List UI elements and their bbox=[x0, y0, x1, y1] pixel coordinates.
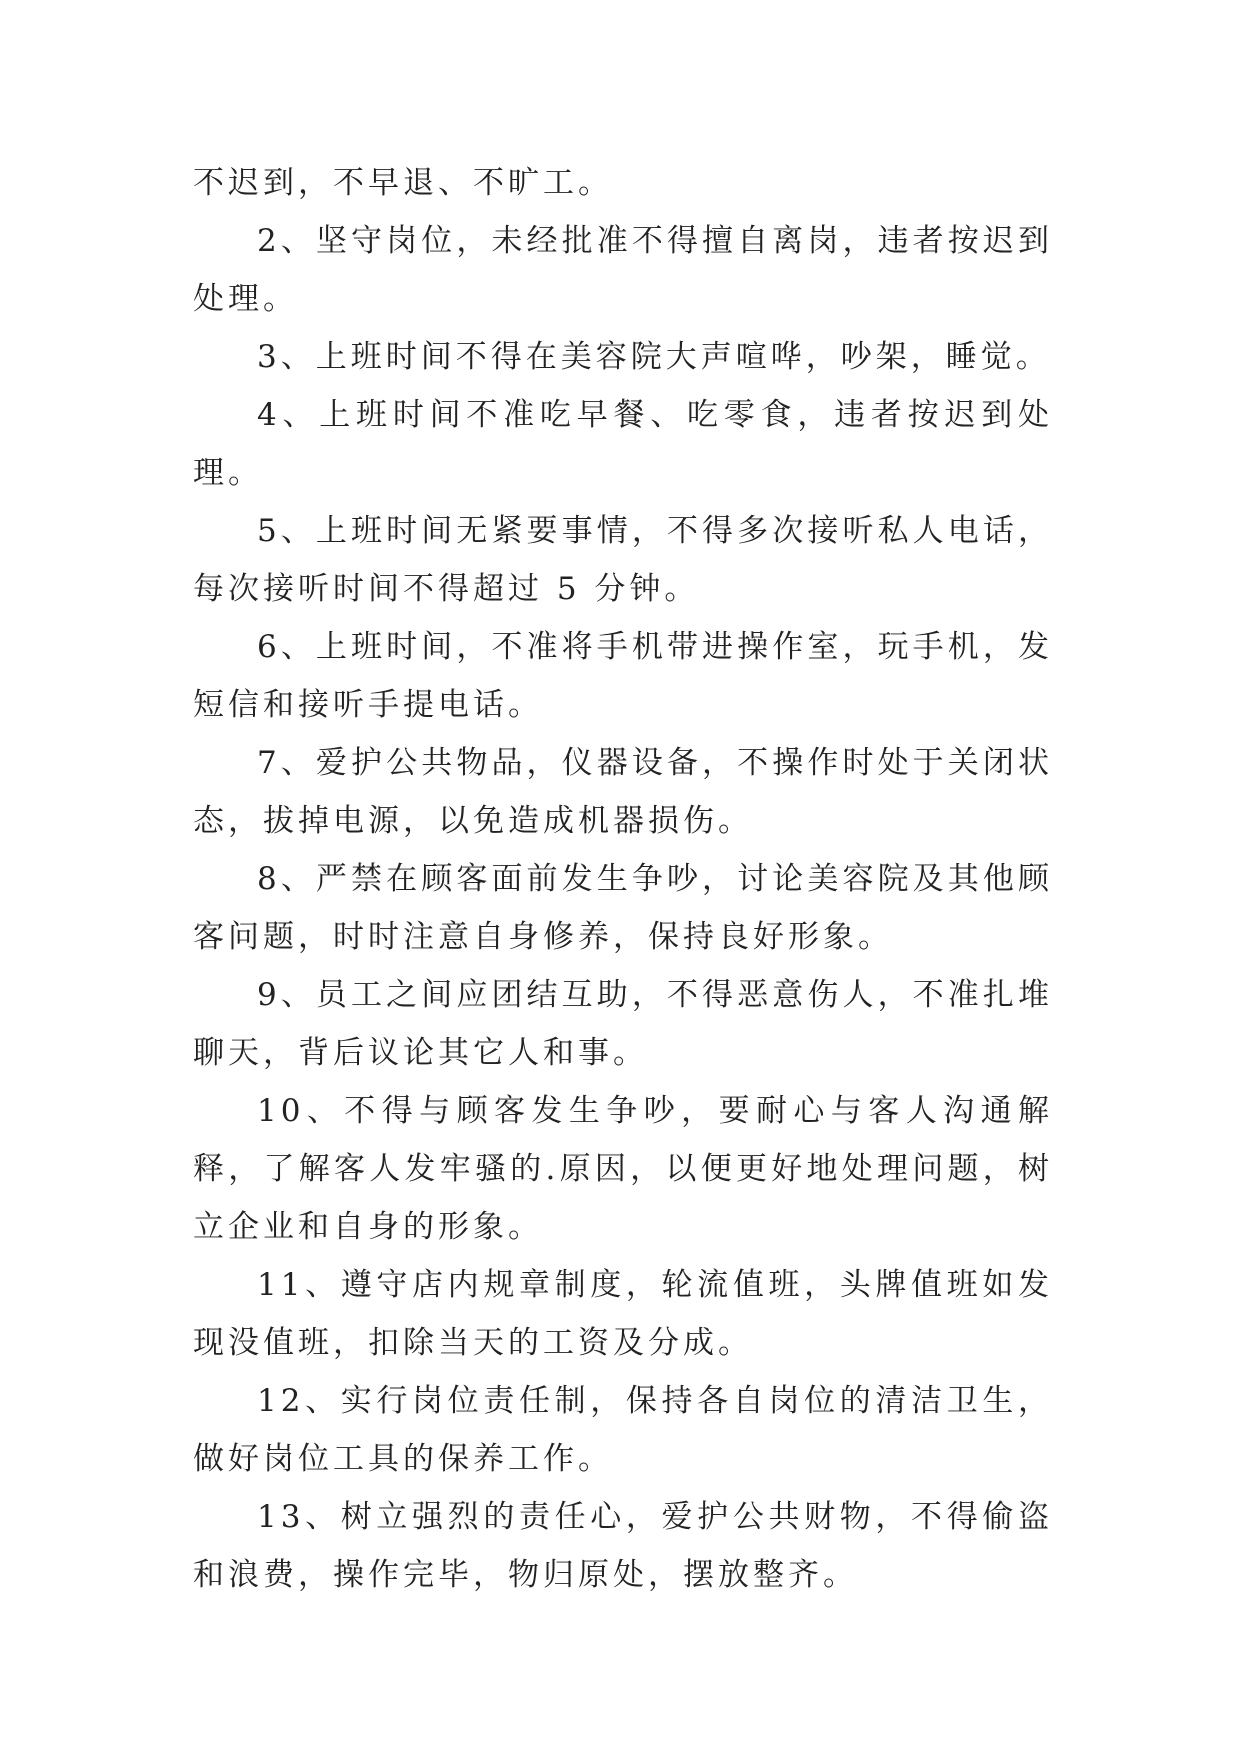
document-body bbox=[193, 154, 1053, 1604]
rule-item-6: 6、上班时间，不准将手机带进操作室，玩手机，发短信和接听手提电话。 bbox=[193, 629, 1053, 723]
rule-item-9: 9、员工之间应团结互助，不得恶意伤人，不准扎堆聊天，背后议论其它人和事。 bbox=[193, 977, 1053, 1071]
rule-item-8: 8、严禁在顾客面前发生争吵，讨论美容院及其他顾客问题，时时注意自身修养，保持良好形象。 bbox=[193, 861, 1053, 955]
rule-item-3: 3、上班时间不得在美容院大声喧哗，吵架，睡觉。 bbox=[257, 339, 1051, 375]
rule-item-7: 7、爱护公共物品，仪器设备，不操作时处于关闭状态，拔掉电源，以免造成机器损伤。 bbox=[193, 745, 1053, 839]
rule-item-11: 11、遵守店内规章制度，轮流值班，头牌值班如发现没值班，扣除当天的工资及分成。 bbox=[193, 1267, 1053, 1361]
rule-item-13: 13、树立强烈的责任心，爱护公共财物，不得偷盗和浪费，操作完毕，物归原处，摆放整齐。 bbox=[193, 1499, 1053, 1593]
rule-item-4: 4、上班时间不准吃早餐、吃零食，违者按迟到处理。 bbox=[193, 397, 1053, 491]
rule-item-12: 12、实行岗位责任制，保持各自岗位的清洁卫生，做好岗位工具的保养工作。 bbox=[193, 1383, 1053, 1477]
rule-item-10: 10、不得与顾客发生争吵，要耐心与客人沟通解释，了解客人发牢骚的.原因，以便更好地处理问题，树立企业和自身的形象。 bbox=[193, 1093, 1053, 1245]
rule-item-2: 2、坚守岗位，未经批准不得擅自离岗，违者按迟到处理。 bbox=[193, 223, 1053, 317]
rule-item-5: 5、上班时间无紧要事情，不得多次接听私人电话，每次接听时间不得超过 5 分钟。 bbox=[193, 513, 1053, 607]
paragraph-continuation: 不迟到，不早退、不旷工。 bbox=[193, 165, 613, 201]
